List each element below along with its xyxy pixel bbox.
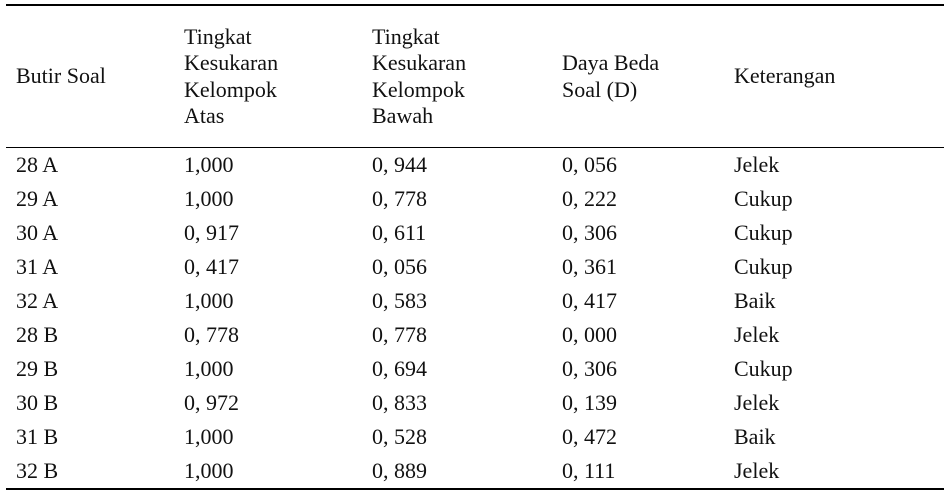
cell-daya-beda: 0, 417 [562, 288, 617, 313]
table-header [6, 5, 944, 148]
cell-keterangan: Jelek [734, 390, 780, 415]
cell-kesukaran-bawah: 0, 583 [372, 288, 427, 313]
header-daya-beda: Daya Beda Soal (D) [562, 50, 660, 102]
cell-butir-soal: 29 B [16, 356, 59, 381]
table-row [6, 148, 944, 183]
table-row [6, 352, 944, 386]
cell-kesukaran-bawah: 0, 778 [372, 186, 427, 211]
cell-keterangan: Cukup [734, 186, 793, 211]
table-body [6, 148, 944, 490]
cell-kesukaran-atas: 0, 972 [184, 390, 239, 415]
cell-keterangan: Cukup [734, 254, 793, 279]
cell-kesukaran-atas: 1,000 [184, 356, 234, 381]
cell-kesukaran-atas: 1,000 [184, 458, 234, 483]
table-row [6, 216, 944, 250]
cell-kesukaran-bawah: 0, 528 [372, 424, 427, 449]
data-table-container [6, 4, 944, 490]
cell-keterangan: Cukup [734, 220, 793, 245]
cell-butir-soal: 31 B [16, 424, 59, 449]
cell-keterangan: Baik [734, 288, 776, 313]
table-row [6, 454, 944, 489]
cell-daya-beda: 0, 361 [562, 254, 617, 279]
cell-keterangan: Jelek [734, 458, 780, 483]
table-row [6, 250, 944, 284]
cell-kesukaran-atas: 0, 917 [184, 220, 239, 245]
table-row [6, 386, 944, 420]
cell-keterangan: Jelek [734, 152, 780, 177]
header-keterangan: Keterangan [734, 63, 836, 89]
cell-keterangan: Jelek [734, 322, 780, 347]
cell-butir-soal: 31 A [16, 254, 59, 279]
header-kesukaran-bawah: Tingkat Kesukaran Kelompok Bawah [372, 23, 467, 128]
cell-kesukaran-atas: 0, 778 [184, 322, 239, 347]
item-analysis-table [6, 4, 944, 490]
cell-butir-soal: 28 A [16, 152, 59, 177]
cell-daya-beda: 0, 472 [562, 424, 617, 449]
cell-kesukaran-bawah: 0, 056 [372, 254, 427, 279]
cell-kesukaran-atas: 1,000 [184, 152, 234, 177]
cell-butir-soal: 32 B [16, 458, 59, 483]
header-kesukaran-atas: Tingkat Kesukaran Kelompok Atas [184, 23, 279, 128]
cell-daya-beda: 0, 139 [562, 390, 617, 415]
cell-daya-beda: 0, 111 [562, 458, 616, 483]
cell-butir-soal: 29 A [16, 186, 59, 211]
cell-kesukaran-bawah: 0, 778 [372, 322, 427, 347]
cell-butir-soal: 30 B [16, 390, 59, 415]
header-row [6, 5, 944, 148]
table-row [6, 318, 944, 352]
cell-kesukaran-bawah: 0, 833 [372, 390, 427, 415]
cell-kesukaran-bawah: 0, 944 [372, 152, 427, 177]
cell-kesukaran-atas: 1,000 [184, 186, 234, 211]
cell-kesukaran-bawah: 0, 694 [372, 356, 427, 381]
table-row [6, 420, 944, 454]
cell-daya-beda: 0, 000 [562, 322, 617, 347]
cell-kesukaran-atas: 1,000 [184, 288, 234, 313]
cell-keterangan: Cukup [734, 356, 793, 381]
cell-daya-beda: 0, 056 [562, 152, 617, 177]
cell-daya-beda: 0, 222 [562, 186, 617, 211]
cell-daya-beda: 0, 306 [562, 356, 617, 381]
cell-kesukaran-bawah: 0, 611 [372, 220, 427, 245]
cell-butir-soal: 32 A [16, 288, 59, 313]
cell-daya-beda: 0, 306 [562, 220, 617, 245]
header-butir-soal: Butir Soal [16, 63, 106, 89]
cell-butir-soal: 30 A [16, 220, 59, 245]
cell-kesukaran-bawah: 0, 889 [372, 458, 427, 483]
table-row [6, 284, 944, 318]
cell-kesukaran-atas: 1,000 [184, 424, 234, 449]
cell-kesukaran-atas: 0, 417 [184, 254, 239, 279]
table-row [6, 182, 944, 216]
cell-keterangan: Baik [734, 424, 776, 449]
cell-butir-soal: 28 B [16, 322, 59, 347]
